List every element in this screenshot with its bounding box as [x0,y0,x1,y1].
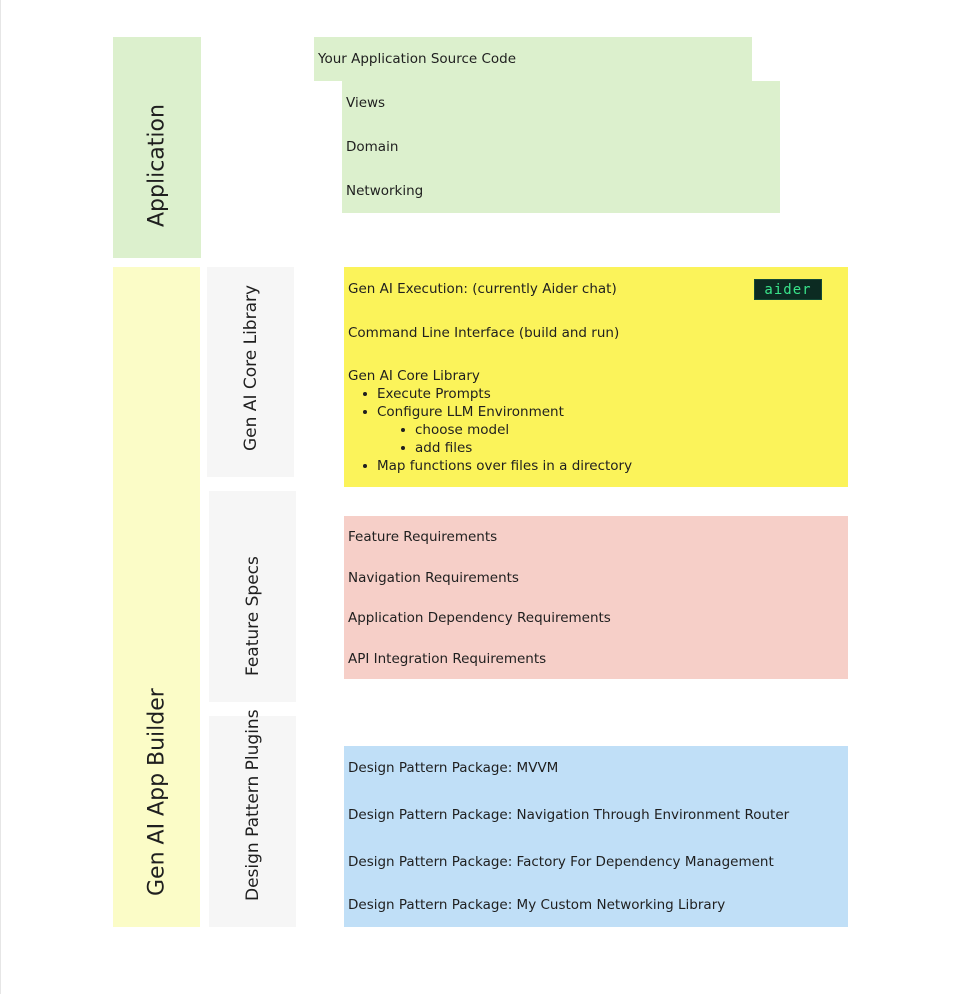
application-source-code [314,37,752,81]
core-library-title [348,367,844,385]
feature-requirement-label: Application Dependency Requirements [348,609,611,626]
design-pattern-package-label: Design Pattern Package: My Custom Networking Library [348,897,726,913]
core-library-sub-bullet [348,439,844,457]
aider-logo-text: aider [764,281,812,298]
feature-specs-group-label: Feature Specs [242,556,263,676]
feature-requirement [344,557,848,598]
bullet-icon [363,392,367,396]
design-pattern-plugins-group-label: Design Pattern Plugins [242,709,263,901]
core-library-bullet-label: Map functions over files in a directory [377,458,633,474]
design-pattern-package [344,839,848,884]
feature-requirement [344,638,848,679]
core-library-bullet [348,457,844,475]
feature-requirement-label: Feature Requirements [348,528,498,545]
design-pattern-package [344,746,848,790]
core-library-bullet [348,403,844,421]
design-pattern-package-label: Design Pattern Package: Factory For Dependency Management [348,853,774,870]
application-layer-networking [342,169,780,213]
design-pattern-package [344,883,848,927]
application-sidebar-label: Application [144,104,170,227]
feature-requirement [344,597,848,638]
feature-requirement-label: Navigation Requirements [348,569,519,586]
application-layer-label: Networking [346,183,424,199]
application-source-code-label: Your Application Source Code [318,51,517,67]
core-library-bullet-label: Configure LLM Environment [377,404,564,420]
application-layer-label: Domain [346,139,399,155]
bullet-icon [401,428,405,432]
gen-ai-core-library-group-label: Gen AI Core Library [240,284,261,451]
design-pattern-package-label: Design Pattern Package: Navigation Through Environment Router [348,806,790,823]
gen-ai-execution-label: Gen AI Execution: (currently Aider chat) [348,281,617,297]
left-border [0,0,1,994]
bullet-icon [363,464,367,468]
core-library-sub-bullet-label: choose model [415,422,510,438]
command-line-interface [344,311,848,355]
design-pattern-plugins-group [209,709,296,927]
command-line-interface-label: Command Line Interface (build and run) [348,325,620,341]
design-pattern-package [344,792,848,837]
bullet-icon [363,410,367,414]
gen-ai-core-library-details [348,367,844,475]
feature-requirement-label: API Integration Requirements [348,650,547,667]
gen-ai-core-library-group [207,267,294,477]
design-pattern-package-label: Design Pattern Package: MVVM [348,760,559,776]
application-layer-domain [342,125,780,169]
application-sidebar [113,37,201,258]
feature-requirement [344,516,848,557]
aider-logo [754,279,822,300]
bullet-icon [401,446,405,450]
application-layer-label: Views [346,95,386,111]
gen-ai-app-builder-label: Gen AI App Builder [144,688,169,896]
core-library-title-label: Gen AI Core Library [348,368,480,384]
feature-specs-group [209,491,296,702]
gen-ai-app-builder-sidebar [113,267,200,927]
application-layer-views [342,81,780,125]
core-library-bullet-label: Execute Prompts [377,386,491,402]
core-library-bullet [348,385,844,403]
core-library-sub-bullet-label: add files [415,440,473,456]
core-library-sub-bullet [348,421,844,439]
